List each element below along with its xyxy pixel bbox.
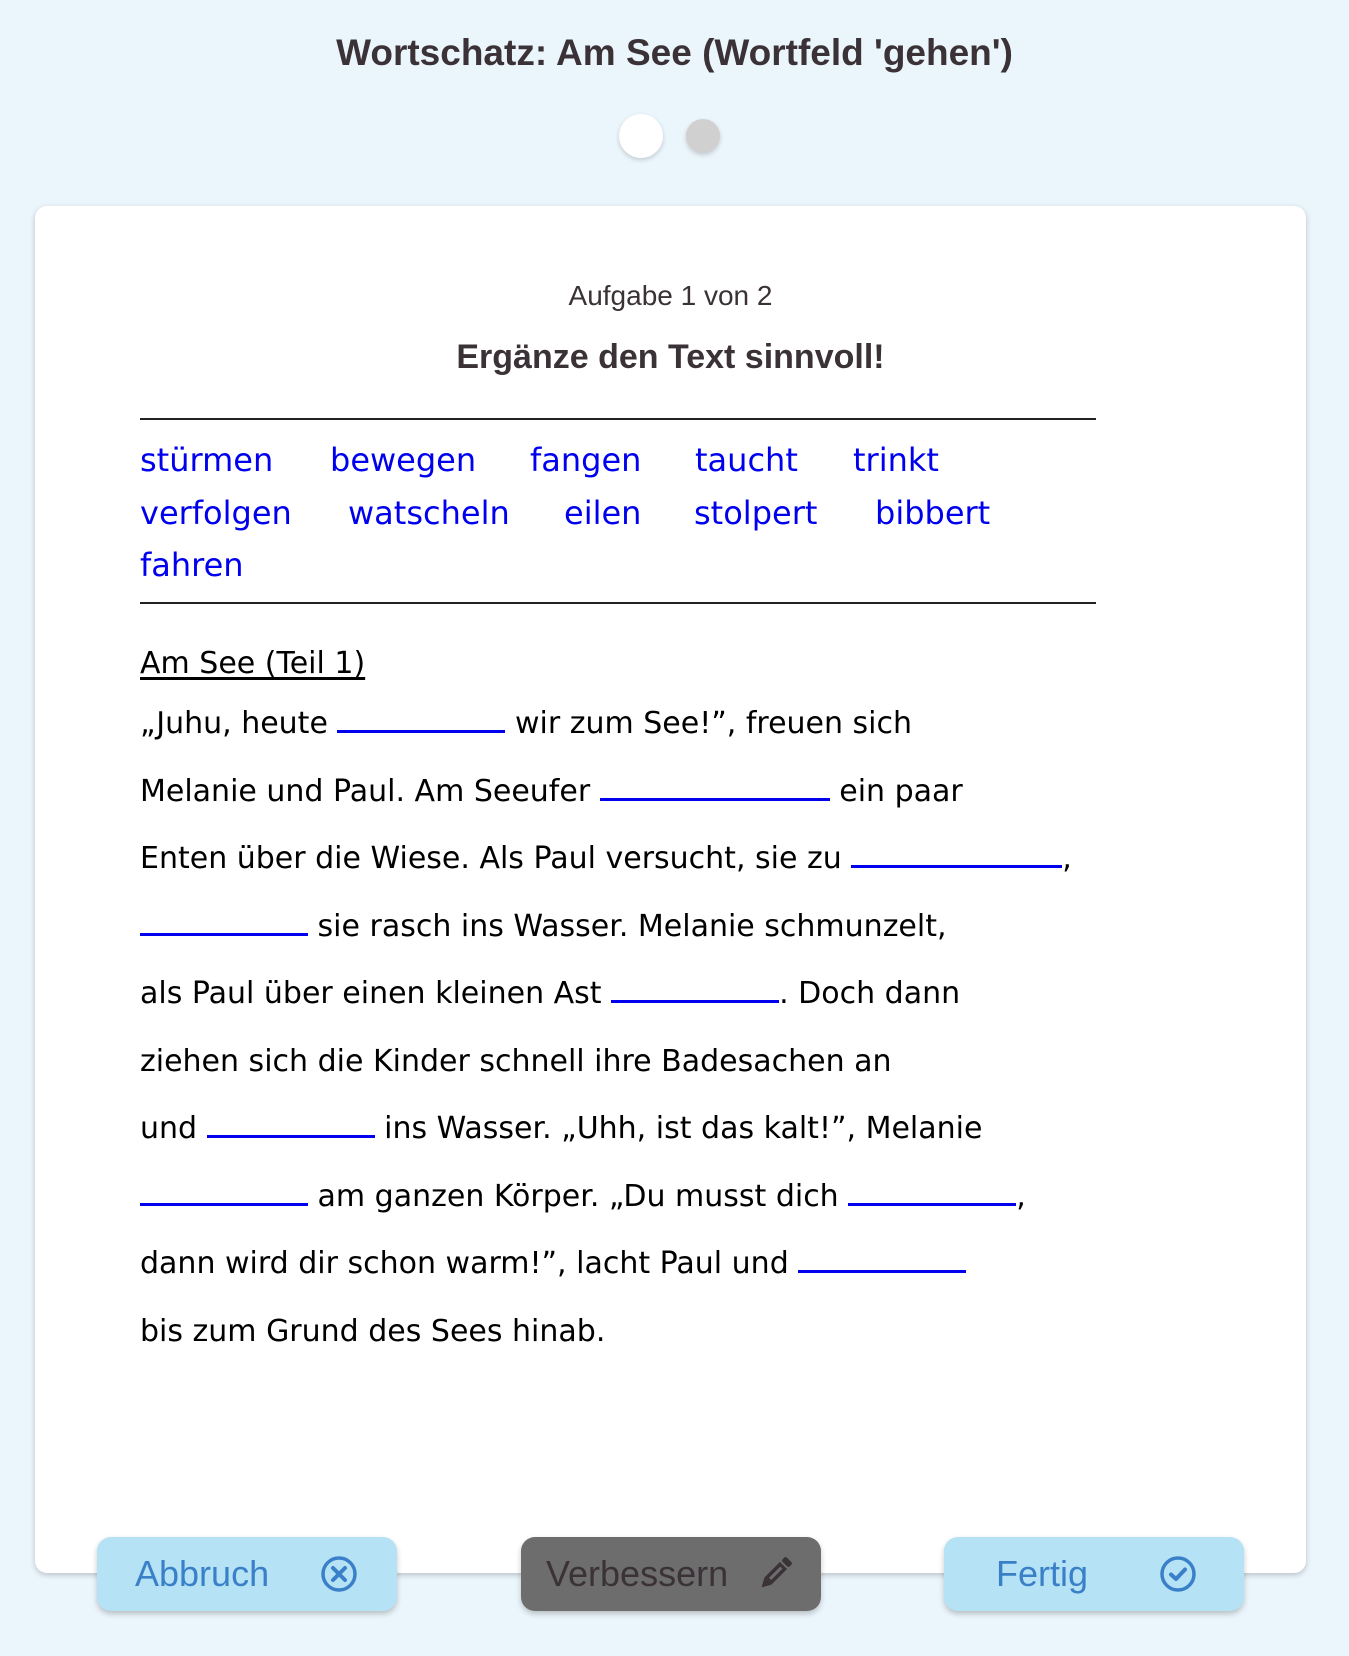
story-line xyxy=(140,825,1240,893)
story-line xyxy=(140,690,1240,758)
story-line xyxy=(140,1298,1240,1366)
word-chip[interactable]: trinkt xyxy=(853,441,939,479)
story-line xyxy=(140,1230,1240,1298)
text-segment: ins Wasser. „Uhh, ist das kalt!”, Melanie xyxy=(374,1111,983,1146)
pagination-dot-1[interactable] xyxy=(619,114,663,158)
blank-5[interactable] xyxy=(611,974,779,1003)
word-chip[interactable]: taucht xyxy=(695,441,798,479)
task-counter: Aufgabe 1 von 2 xyxy=(568,280,773,311)
word-bank-row xyxy=(140,434,1100,487)
story-line xyxy=(140,1163,1240,1231)
blank-2[interactable] xyxy=(600,772,830,801)
text-segment: Enten über die Wiese. Als Paul versucht, sie zu xyxy=(140,841,852,876)
story-text xyxy=(140,638,1240,1365)
word-chip[interactable]: watscheln xyxy=(348,493,510,532)
text-segment: wir zum See!”, freuen sich xyxy=(505,706,913,741)
pencil-icon xyxy=(755,1554,795,1594)
text-segment: dann wird dir schon warm!”, lacht Paul und xyxy=(140,1246,799,1281)
blank-3[interactable] xyxy=(851,839,1062,868)
cancel-button[interactable] xyxy=(97,1537,397,1611)
word-chip[interactable]: stolpert xyxy=(694,493,818,532)
word-chip[interactable]: stürmen xyxy=(140,441,274,479)
blank-8[interactable] xyxy=(848,1177,1016,1206)
circle-x-icon xyxy=(320,1555,358,1593)
improve-button[interactable] xyxy=(521,1537,821,1611)
text-segment: , xyxy=(1062,841,1072,876)
text-segment: als Paul über einen kleinen Ast xyxy=(140,976,612,1011)
task-instruction: Ergänze den Text sinnvoll! xyxy=(456,338,885,376)
text-segment: am ganzen Körper. „Du musst dich xyxy=(308,1178,849,1214)
word-chip[interactable]: fahren xyxy=(140,546,244,584)
cancel-button-label: Abbruch xyxy=(135,1553,270,1594)
circle-check-icon xyxy=(1159,1555,1197,1593)
blank-1[interactable] xyxy=(337,704,505,733)
story-line xyxy=(140,893,1240,961)
improve-button-label: Verbessern xyxy=(546,1553,729,1594)
word-chip[interactable]: eilen xyxy=(564,493,642,532)
story-line xyxy=(140,1095,1240,1163)
story-heading: Am See (Teil 1) xyxy=(140,646,366,681)
blank-7[interactable] xyxy=(140,1177,308,1206)
story-line xyxy=(140,758,1240,826)
story-line xyxy=(140,1028,1240,1096)
text-segment: ein paar xyxy=(829,773,963,809)
blank-4[interactable] xyxy=(140,907,308,936)
text-segment: Melanie und Paul. Am Seeufer xyxy=(140,773,600,809)
story-line xyxy=(140,960,1240,1028)
word-chip[interactable]: verfolgen xyxy=(140,493,292,532)
divider-top xyxy=(140,418,1096,420)
text-segment: ziehen sich die Kinder schnell ihre Badesachen an xyxy=(140,1043,892,1079)
text-segment: bis zum Grund des Sees hinab. xyxy=(140,1313,606,1349)
word-chip[interactable]: bibbert xyxy=(875,493,991,532)
text-segment: , xyxy=(1016,1178,1026,1214)
task-card xyxy=(35,206,1306,1573)
done-button[interactable] xyxy=(944,1537,1244,1611)
pagination-dot-2[interactable] xyxy=(686,119,720,153)
app-title: Wortschatz: Am See (Wortfeld 'gehen') xyxy=(336,32,1013,73)
text-segment: sie rasch ins Wasser. Melanie schmunzelt, xyxy=(308,908,947,944)
word-bank-row xyxy=(140,539,1100,592)
word-bank-row xyxy=(140,487,1100,540)
blank-9[interactable] xyxy=(798,1244,966,1273)
divider-bottom xyxy=(140,602,1096,604)
text-segment: und xyxy=(140,1111,207,1146)
done-button-label: Fertig xyxy=(996,1553,1089,1594)
word-chip[interactable]: fangen xyxy=(530,441,642,479)
text-segment: . Doch dann xyxy=(779,976,961,1011)
blank-6[interactable] xyxy=(207,1109,375,1138)
word-chip[interactable]: bewegen xyxy=(330,441,477,479)
text-segment: „Juhu, heute xyxy=(140,706,338,741)
word-bank xyxy=(140,434,1100,592)
